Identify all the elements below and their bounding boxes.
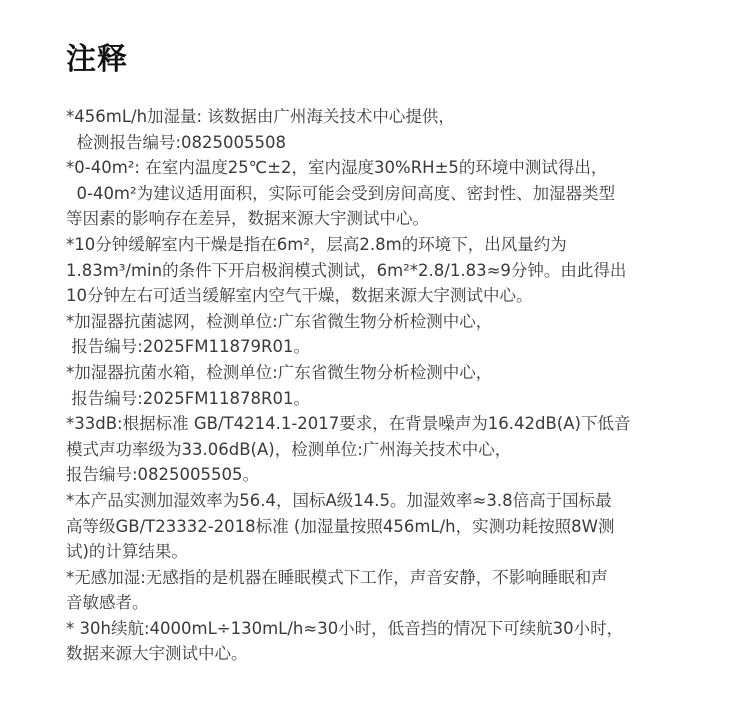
note-line: *无感加湿:无感指的是机器在睡眠模式下工作，声音安静，不影响睡眠和声	[66, 567, 608, 587]
notes-list	[66, 104, 696, 667]
note-line: 报告编号:0825005505。	[66, 465, 260, 485]
note-line: 报告编号:2025FM11878R01。	[66, 388, 310, 408]
note-line: *456mL/h加湿量: 该数据由广州海关技术中心提供，	[66, 107, 455, 126]
page-title: 注释	[66, 42, 128, 77]
note-line: 模式声功率级为33.06dB(A)，检测单位:广州海关技术中心，	[66, 439, 512, 459]
note-line: 试)的计算结果。	[66, 542, 188, 562]
note-line: 数据来源大宇测试中心。	[66, 644, 248, 664]
note-line: *加湿器抗菌水箱，检测单位:广东省微生物分析检测中心，	[66, 362, 493, 382]
note-line: *10分钟缓解室内干燥是指在6m²，层高2.8m的环境下，出风量约为	[66, 234, 567, 254]
note-line: *加湿器抗菌滤网，检测单位:广东省微生物分析检测中心，	[66, 311, 493, 331]
note-line: *33dB:根据标准 GB/T4214.1-2017要求，在背景噪声为16.42dB(A)下低音	[66, 414, 631, 434]
note-line: 0-40m²为建议适用面积，实际可能会受到房间高度、密封性、加湿器类型	[66, 183, 616, 203]
note-line: 音敏感者。	[66, 593, 149, 613]
note-line: *0-40m²: 在室内温度25℃±2，室内湿度30%RH±5的环境中测试得出，	[66, 158, 608, 178]
note-line: *本产品实测加湿效率为56.4，国标A级14.5。加湿效率≈3.8倍高于国标最	[66, 490, 612, 510]
note-line: 高等级GB/T23332-2018标准 (加湿量按照456mL/h，实测功耗按照8W测	[66, 516, 615, 536]
note-line: 等因素的影响存在差异，数据来源大宇测试中心。	[66, 209, 429, 229]
note-line: 10分钟左右可适当缓解室内空气干燥，数据来源大宇测试中心。	[66, 286, 533, 306]
note-line: 1.83m³/min的条件下开启极润模式测试，6m²*2.8/1.83≈9分钟。由此得出	[66, 260, 627, 280]
note-line: 检测报告编号:0825005508	[66, 132, 287, 152]
note-line: * 30h续航:4000mL÷130mL/h≈30小时，低音挡的情况下可续航30小时，	[66, 618, 624, 638]
note-line: 报告编号:2025FM11879R01。	[66, 337, 310, 357]
